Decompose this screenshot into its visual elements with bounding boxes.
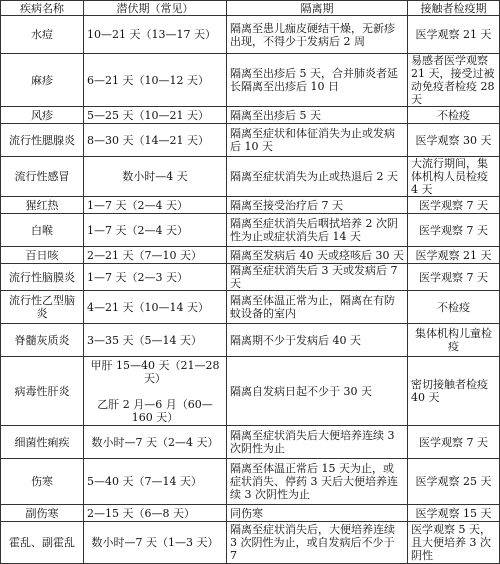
disease-name-cell: 副伤寒	[1, 505, 84, 522]
isolation-cell: 隔离至症状消失为止或热退后 2 天	[227, 157, 408, 197]
isolation-cell: 隔离至症状消失后，大便培养连续 3 次阴性为止，或自发病后不少于 7	[227, 522, 408, 564]
isolation-cell: 隔离至体温正常为止，隔离在有防蚊设备的室内	[227, 291, 408, 324]
incubation-cell: 1—7 天（2—4 天）	[84, 197, 227, 214]
isolation-cell: 隔离至症状消失后咽拭培养 2 次阴性为止或症状消失后 14 天	[227, 214, 408, 247]
incubation-cell: 6—21 天（10—12 天）	[84, 54, 227, 107]
disease-name-cell: 风疹	[1, 107, 84, 124]
table-row	[1, 197, 500, 214]
incubation-cell: 8—30 天（14—21 天）	[84, 124, 227, 157]
disease-name-cell: 水痘	[1, 16, 84, 54]
table-row	[1, 214, 500, 247]
table-row	[1, 54, 500, 107]
quarantine-cell: 集体机构儿童检疫	[408, 324, 500, 357]
disease-name-cell: 流行性乙型脑炎	[1, 291, 84, 324]
incubation-cell: 甲肝 15—40 天（21—28 天） 乙肝 2 月—6 月（60—160 天）	[84, 357, 227, 426]
quarantine-cell: 医学观察 7 天	[408, 426, 500, 459]
quarantine-cell: 医学观察 25 天	[408, 459, 500, 505]
table-row	[1, 291, 500, 324]
quarantine-cell: 密切接触者检疫 40 天	[408, 357, 500, 426]
table-row	[1, 124, 500, 157]
header-row	[1, 1, 500, 16]
header-incubation: 潜伏期（常见）	[84, 1, 227, 16]
incubation-cell: 4—21 天（10—14 天）	[84, 291, 227, 324]
incubation-cell: 5—40 天（7—14 天）	[84, 459, 227, 505]
incubation-cell: 数小时—4 天	[84, 157, 227, 197]
quarantine-cell: 不检疫	[408, 291, 500, 324]
quarantine-cell: 医学观察 21 天	[408, 247, 500, 264]
quarantine-cell: 医学观察 21 天	[408, 16, 500, 54]
incubation-cell: 1—7 天（2—3 天）	[84, 264, 227, 291]
quarantine-cell: 医学观察 15 天	[408, 505, 500, 522]
table-row	[1, 157, 500, 197]
disease-name-cell: 流行性脑膜炎	[1, 264, 84, 291]
incubation-cell: 2—21 天（7—10 天）	[84, 247, 227, 264]
quarantine-cell: 大流行期间，集体机构人员检疫 4 天	[408, 157, 500, 197]
quarantine-cell: 医学观察 30 天	[408, 124, 500, 157]
isolation-cell: 隔离至症状消失后大便培养连续 3 次阴性为止	[227, 426, 408, 459]
disease-name-cell: 细菌性痢疾	[1, 426, 84, 459]
incubation-cell: 数小时—7 天（2—4 天）	[84, 426, 227, 459]
quarantine-cell: 医学观察 7 天	[408, 214, 500, 247]
disease-name-cell: 伤寒	[1, 459, 84, 505]
quarantine-cell: 不检疫	[408, 107, 500, 124]
isolation-cell: 隔离至出疹后 5 天	[227, 107, 408, 124]
isolation-cell: 隔离至患儿痂皮硬结干燥，无新疹出现，不得少于发病后 2 周	[227, 16, 408, 54]
isolation-cell: 隔离期不少于发病后 40 天	[227, 324, 408, 357]
header-quarantine: 接触者检疫期	[408, 1, 500, 16]
isolation-cell: 隔离至发病后 40 天或痉咳后 30 天	[227, 247, 408, 264]
incubation-cell: 2—15 天（6—8 天）	[84, 505, 227, 522]
disease-name-cell: 流行性感冒	[1, 157, 84, 197]
table-row	[1, 16, 500, 54]
isolation-cell: 隔离至接受治疗后 7 天	[227, 197, 408, 214]
disease-name-cell: 脊髓灰质炎	[1, 324, 84, 357]
isolation-cell: 隔离至症状消失后 3 天或发病后 7 天	[227, 264, 408, 291]
quarantine-cell: 医学观察 5 天，且大便培养 3 次阴性	[408, 522, 500, 564]
disease-name-cell: 白喉	[1, 214, 84, 247]
incubation-cell: 3—35 天（5—14 天）	[84, 324, 227, 357]
disease-name-cell: 流行性腮腺炎	[1, 124, 84, 157]
table-row	[1, 426, 500, 459]
incubation-cell: 5—25 天（10—21 天）	[84, 107, 227, 124]
quarantine-cell: 医学观察 7 天	[408, 264, 500, 291]
isolation-cell: 隔离至体温正常后 15 天为止，或症状消失、停药 3 天后大便培养连续 3 次阴性为止	[227, 459, 408, 505]
header-isolation: 隔离期	[227, 1, 408, 16]
table-row	[1, 505, 500, 522]
table-row	[1, 107, 500, 124]
disease-name-cell: 猩红热	[1, 197, 84, 214]
incubation-cell: 数小时—7 天（1—3 天）	[84, 522, 227, 564]
table-row	[1, 264, 500, 291]
incubation-cell: 1—7 天（2—4 天）	[84, 214, 227, 247]
quarantine-cell: 易感者医学观察 21 天，接受过被动免疫者检疫 28 天	[408, 54, 500, 107]
isolation-cell: 隔离至出疹后 5 天，合并肺炎者延长隔离至出疹后 10 日	[227, 54, 408, 107]
isolation-cell: 隔离至症状和体征消失为止或发病后 10 天	[227, 124, 408, 157]
isolation-cell: 隔离自发病日起不少于 30 天	[227, 357, 408, 426]
table-row	[1, 357, 500, 426]
disease-name-cell: 百日咳	[1, 247, 84, 264]
incubation-cell: 10—21 天（13—17 天）	[84, 16, 227, 54]
quarantine-cell: 医学观察 7 天	[408, 197, 500, 214]
disease-name-cell: 麻疹	[1, 54, 84, 107]
table-row	[1, 247, 500, 264]
disease-name-cell: 霍乱、副霍乱	[1, 522, 84, 564]
isolation-cell: 同伤寒	[227, 505, 408, 522]
disease-name-cell: 病毒性肝炎	[1, 357, 84, 426]
table-row	[1, 522, 500, 564]
header-disease: 疾病名称	[1, 1, 84, 16]
table-row	[1, 459, 500, 505]
table-row	[1, 324, 500, 357]
